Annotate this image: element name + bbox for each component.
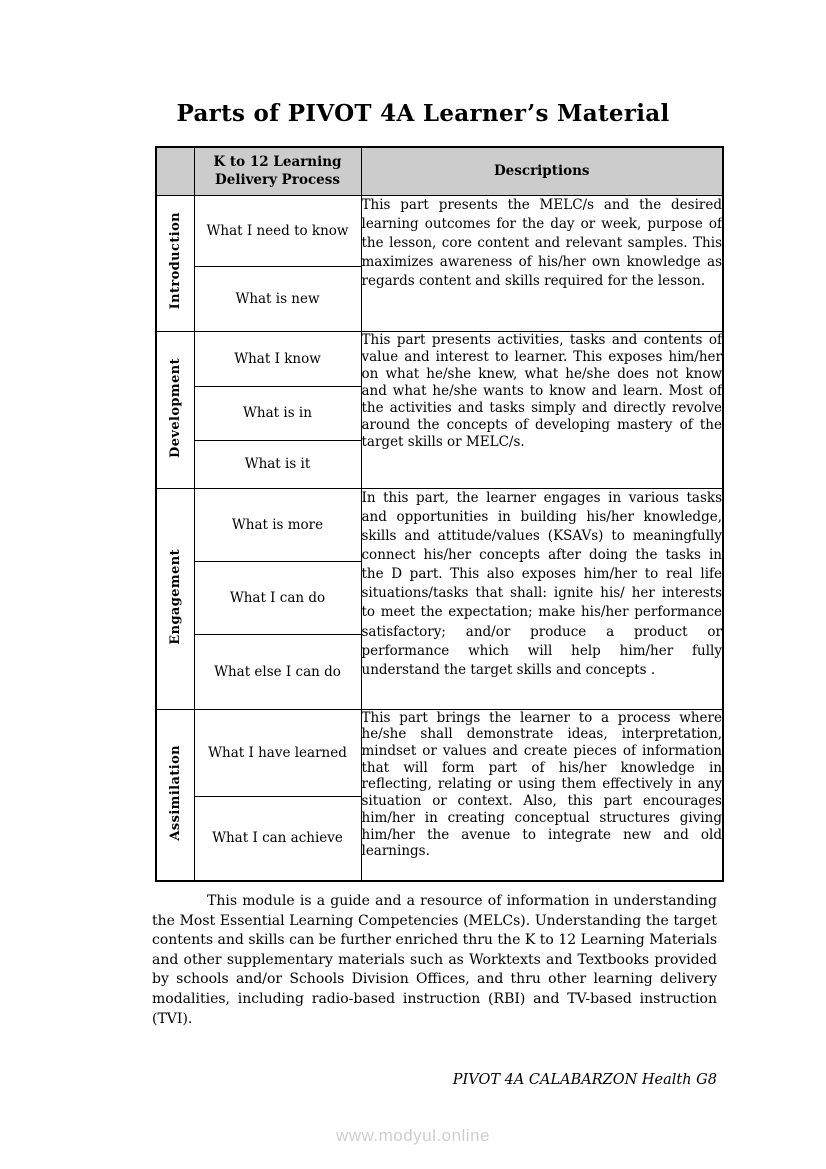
table-row <box>156 195 723 266</box>
section-cell-introduction <box>156 195 194 331</box>
part-cell-what-i-can-do: What I can do <box>194 561 361 634</box>
section-label-engagement: Engagement <box>167 548 183 645</box>
watermark: www.modyul.online <box>335 1126 490 1145</box>
part-cell-what-is-it: What is it <box>194 440 361 488</box>
section-cell-assimilation <box>156 709 194 881</box>
part-cell-what-i-have-learned: What I have learned <box>194 709 361 796</box>
header-cell-descriptions: Descriptions <box>361 147 723 195</box>
description-cell-engagement: In this part, the learner engages in various tasks and opportunities in building his/her knowledge, skills and attitude/values (KSAVs) to meaningfully connect his/her concepts after doing the tasks in the D part. This also exposes him/her to real life situations/tasks that shall: ignite his/ her interests to meet the expectation; make his/her performance satisfactory; and/or produce a product or performance which will help him/her fully understand the target skills and concepts . <box>361 488 723 709</box>
part-cell-what-i-need-to-know: What I need to know <box>194 195 361 266</box>
footer-text: PIVOT 4A CALABARZON Health G8 <box>452 1072 717 1088</box>
description-cell-assimilation: This part brings the learner to a process where he/she shall demonstrate ideas, interpretation, mindset or values and create pieces of information that will form part of his/her knowledge in reflecting, relating or using them effectively in any situation or context. Also, this part encourages him/her in creating conceptual structures giving him/her the avenue to integrate new and old learnings. <box>361 709 723 881</box>
section-cell-development <box>156 331 194 488</box>
parts-table <box>155 146 724 882</box>
part-cell-what-i-can-achieve: What I can achieve <box>194 796 361 881</box>
description-cell-development: This part presents activities, tasks and contents of value and interest to learner. This exposes him/her on what he/she knew, what he/she does not know and what he/she wants to know and learn. Most of the activities and tasks simply and directly revolve around the concepts of developing mastery of the target skills or MELC/s. <box>361 331 723 488</box>
part-cell-what-is-more: What is more <box>194 488 361 561</box>
description-cell-introduction: This part presents the MELC/s and the desired learning outcomes for the day or week, purpose of the lesson, core content and relevant samples. This maximizes awareness of his/her own knowledge as regards content and skills required for the lesson. <box>361 195 723 331</box>
part-cell-what-is-new: What is new <box>194 266 361 331</box>
section-label-assimilation: Assimilation <box>167 744 183 841</box>
table-row <box>156 709 723 796</box>
table-row <box>156 488 723 561</box>
closing-paragraph: This module is a guide and a resource of information in understanding the Most Essential Learning Competencies (MELCs). Understanding the target contents and skills can be further enriched thru the K to 12 Learning Materials and other supplementary materials such as Worktexts and Textbooks provided by schools and/or Schools Division Offices, and thru other learning delivery modalities, including radio-based instruction (RBI) and TV-based instruction (TVI). <box>152 893 717 1027</box>
header-cell-stage <box>156 147 194 195</box>
part-cell-what-i-know: What I know <box>194 331 361 386</box>
header-cell-process: K to 12 Learning Delivery Process <box>194 147 361 195</box>
table-header-row <box>156 147 723 195</box>
page-title: Parts of PIVOT 4A Learner’s Material <box>176 100 670 127</box>
table-row <box>156 331 723 386</box>
part-cell-what-else-i-can-do: What else I can do <box>194 634 361 709</box>
section-label-development: Development <box>167 357 183 458</box>
section-label-introduction: Introduction <box>167 212 183 310</box>
section-cell-engagement <box>156 488 194 709</box>
part-cell-what-is-in: What is in <box>194 386 361 440</box>
